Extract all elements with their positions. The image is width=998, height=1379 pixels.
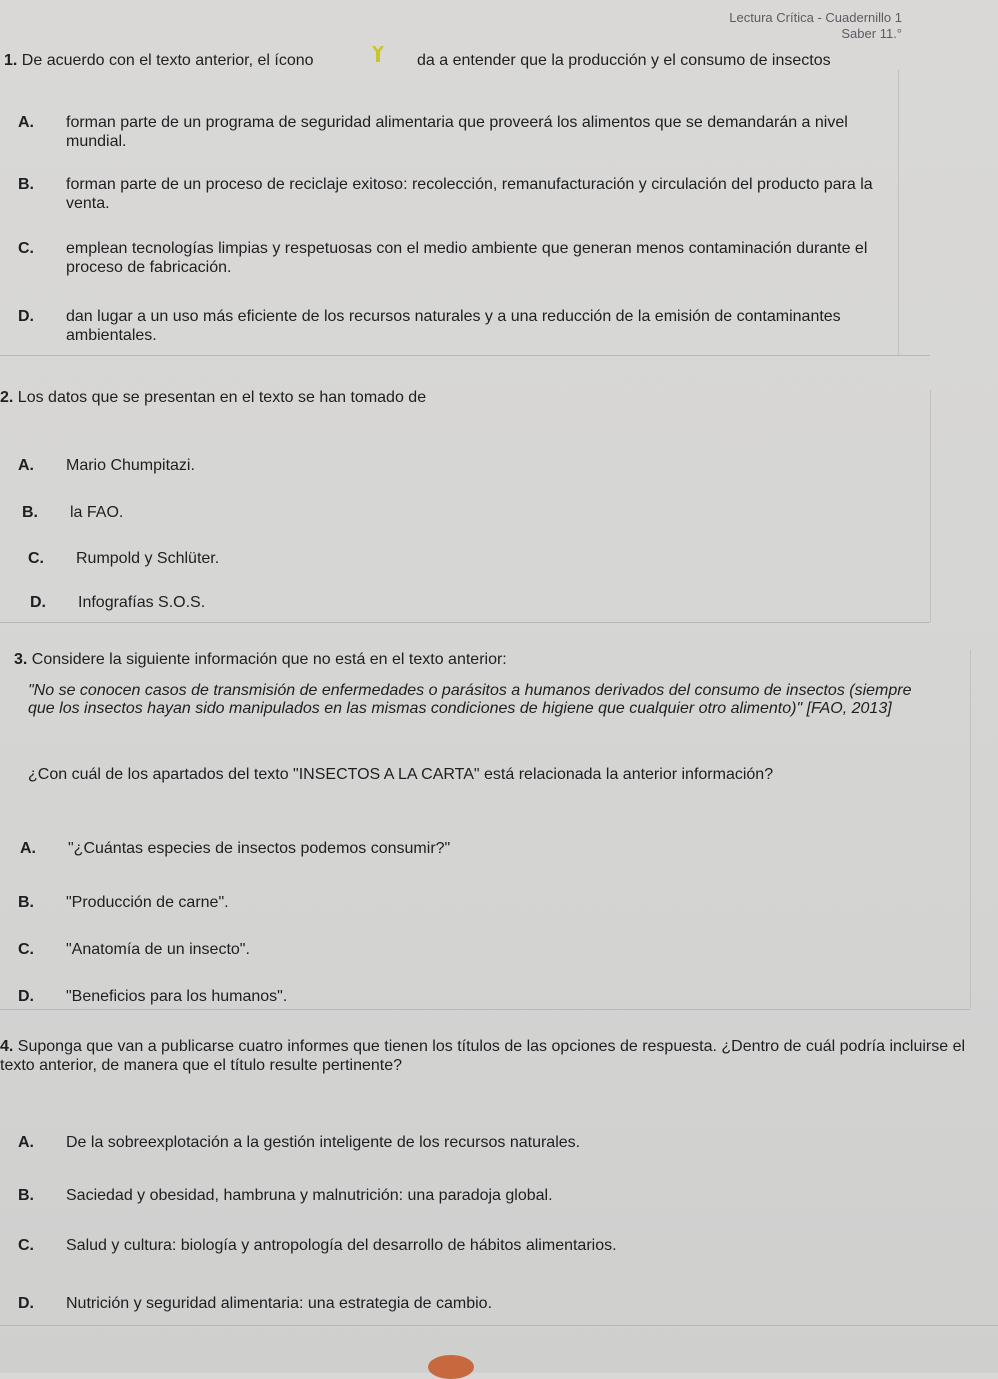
q2-option-a[interactable] [18, 456, 195, 475]
q4-option-a-letter: A. [18, 1134, 34, 1151]
q4-option-d[interactable] [18, 1294, 492, 1313]
question-3-question: ¿Con cuál de los apartados del texto "INSECTOS A LA CARTA" está relacionada la anterior información? [28, 766, 774, 783]
q1-option-d-text: dan lugar a un uso más eficiente de los recursos naturales y a una reducción de la emisión de contaminantes ambientales. [66, 308, 841, 344]
q2-option-a-text: Mario Chumpitazi. [66, 457, 195, 474]
q2-option-d-text: Infografías S.O.S. [78, 594, 206, 611]
question-4-stem-text: Suponga que van a publicarse cuatro informes que tienen los títulos de las opciones de respuesta. ¿Dentro de cuál podría incluirse el texto anterior, de manera que el título resulte pertinente? [0, 1038, 966, 1074]
q2-option-a-letter: A. [18, 457, 34, 474]
q1-option-c-letter: C. [18, 240, 34, 257]
frame-line [898, 70, 899, 356]
q1-option-a[interactable] [18, 113, 898, 151]
q4-option-a[interactable] [18, 1133, 580, 1152]
q2-option-d[interactable] [30, 593, 205, 612]
question-3-number: 3. [14, 651, 28, 668]
question-2-stem [0, 388, 426, 407]
person-icon [370, 44, 386, 64]
q3-option-a-text: "¿Cuántas especies de insectos podemos consumir?" [68, 840, 451, 857]
q3-option-b-letter: B. [18, 894, 34, 911]
q2-option-b-text: la FAO. [70, 504, 124, 521]
q3-option-d-letter: D. [18, 988, 34, 1005]
question-3-stem [14, 650, 507, 669]
q2-option-b[interactable] [22, 503, 123, 522]
q2-option-c[interactable] [28, 549, 219, 568]
question-1-number: 1. [4, 52, 18, 69]
q2-option-b-letter: B. [22, 504, 38, 521]
q4-option-b-letter: B. [18, 1187, 34, 1204]
q1-option-c-text: emplean tecnologías limpias y respetuosas con el medio ambiente que generan menos contaminación durante el proceso de fabricación. [66, 240, 868, 276]
question-2-stem-text: Los datos que se presentan en el texto se han tomado de [17, 389, 427, 406]
q1-option-b[interactable] [18, 175, 903, 213]
divider [0, 622, 930, 623]
q3-option-c-letter: C. [18, 941, 34, 958]
page-header [729, 10, 902, 42]
q1-option-b-text: forman parte de un proceso de reciclaje exitoso: recolección, remanufacturación y circulación del producto para la venta. [66, 176, 873, 212]
q3-option-d-text: "Beneficios para los humanos". [66, 988, 288, 1005]
q1-option-a-text: forman parte de un programa de seguridad alimentaria que proveerá los alimentos que se demandarán a nivel mundial. [66, 114, 848, 150]
q1-option-d[interactable] [18, 307, 913, 345]
q3-option-a-letter: A. [20, 840, 36, 857]
divider [0, 1009, 970, 1010]
q4-option-a-text: De la sobreexplotación a la gestión inteligente de los recursos naturales. [66, 1134, 581, 1151]
frame-line [930, 390, 931, 622]
divider [0, 355, 930, 356]
divider [0, 1325, 998, 1326]
q4-option-c-text: Salud y cultura: biología y antropología del desarrollo de hábitos alimentarios. [66, 1237, 617, 1254]
question-1-stem [4, 51, 314, 70]
q3-option-c-text: "Anatomía de un insecto". [66, 941, 250, 958]
header-title: Lectura Crítica - Cuadernillo 1 [729, 10, 902, 25]
q3-option-b[interactable] [18, 893, 229, 912]
question-3-stem-text: Considere la siguiente información que no está en el texto anterior: [31, 651, 507, 668]
frame-line [970, 650, 971, 1008]
q4-option-b[interactable] [18, 1186, 553, 1205]
q2-option-d-letter: D. [30, 594, 46, 611]
question-4-stem [0, 1037, 968, 1075]
q1-option-a-letter: A. [18, 114, 34, 131]
header-subtitle: Saber 11.° [841, 26, 902, 41]
q3-option-b-text: "Producción de carne". [66, 894, 229, 911]
q1-option-b-letter: B. [18, 176, 34, 193]
question-1-stem-after: da a entender que la producción y el consumo de insectos [417, 52, 831, 69]
orange-mark [428, 1355, 474, 1379]
question-4-number: 4. [0, 1038, 14, 1055]
q4-option-d-text: Nutrición y seguridad alimentaria: una estrategia de cambio. [66, 1295, 493, 1312]
q3-option-d[interactable] [18, 987, 287, 1006]
q4-option-d-letter: D. [18, 1295, 34, 1312]
q2-option-c-letter: C. [28, 550, 44, 567]
q1-option-c[interactable] [18, 239, 908, 277]
q4-option-c-letter: C. [18, 1237, 34, 1254]
q4-option-c[interactable] [18, 1236, 617, 1255]
question-2-number: 2. [0, 389, 14, 406]
q2-option-c-text: Rumpold y Schlüter. [76, 550, 220, 567]
q1-option-d-letter: D. [18, 308, 34, 325]
question-1-stem-before: De acuerdo con el texto anterior, el ícono [21, 52, 314, 69]
fao-quote: "No se conocen casos de transmisión de enfermedades o parásitos a humanos derivados del consumo de insectos (siempre que los insectos hayan sido manipulados en las mismas condiciones de higiene que cualquier otro alimento)" [FAO, 2013] [28, 682, 912, 717]
q3-option-c[interactable] [18, 940, 250, 959]
q4-option-b-text: Saciedad y obesidad, hambruna y malnutrición: una paradoja global. [66, 1187, 553, 1204]
q3-option-a[interactable] [20, 839, 450, 858]
